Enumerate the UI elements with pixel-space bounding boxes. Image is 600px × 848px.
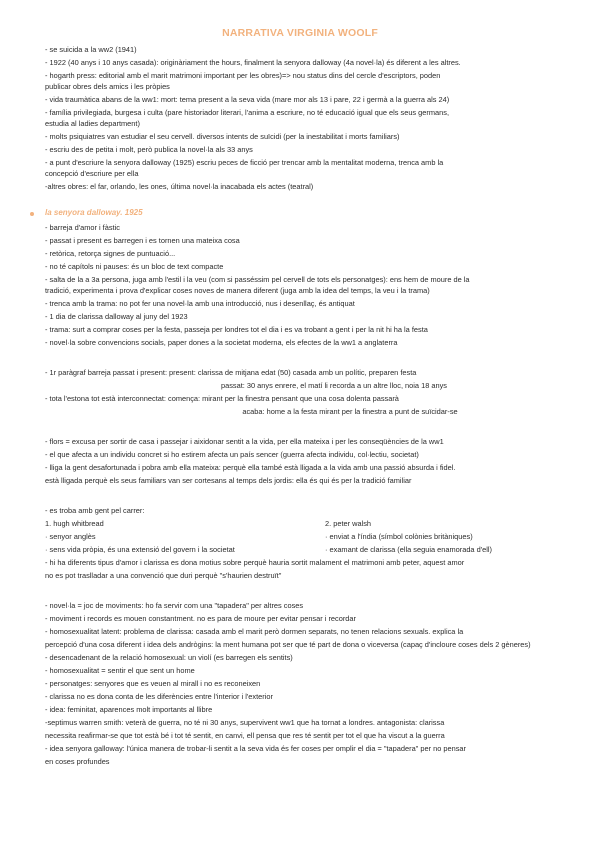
feature-line: - 1 dia de clarissa dalloway al juny del 1923: [45, 312, 188, 321]
people-right-line: · examant de clarissa (ella seguia enamorada d'ell): [325, 545, 492, 554]
bio-line: - família privilegiada, burgesa i culta (pare historiador literari, l'anima a escriure, no té educació igual que els seus germans,: [45, 108, 449, 117]
theme-line: - lliga la gent desafortunada i pobra amb ella mateixa: perquè ella també està lligada a la vida amb una passió absurda i fidel.: [45, 463, 456, 472]
theme-line: està lligada perquè els seus familiars van ser cortesans al temps dels jordis: ella és qui és per la tradició familiar: [45, 476, 412, 485]
note-line: - moviment i records es mouen constantment. no es para de moure per evitar pensar i recordar: [45, 614, 356, 623]
bio-line: - 1922 (40 anys i 10 anys casada): originàriament the hours, finalment la senyora dalloway (4a novel·la) és diferent a les altres.: [45, 58, 461, 67]
note-line: percepció d'una cosa diferent i idea dels andrògins: la ment humana pot ser que té part de dona o viceversa (capaç d'incloure coses dels 2 gèneres): [45, 640, 531, 649]
bio-line: - molts psiquiatres van estudiar el seu cervell. diversos intents de suïcidi (per la inestabilitat i morts familiars): [45, 132, 400, 141]
note-line: - idea senyora galloway: l'única manera de trobar-li sentit a la seva vida és fer coses per omplir el dia = "tapadera" per no pensar: [45, 744, 466, 753]
bio-line: estudia al ladies department): [45, 119, 140, 128]
bio-line: - vida traumàtica abans de la ww1: mort: tema present a la seva vida (mare mor als 13 i pare, 22 i germà a la guerra als 24): [45, 95, 450, 104]
note-line: - personatges: senyores que es veuen al mirall i no es reconeixen: [45, 679, 261, 688]
people-left-line: · sens vida pròpia, és una extensió del govern i la societat: [45, 545, 235, 554]
bio-line: - hogarth press: editorial amb el marit matrimoni important per les obres)=> nou status dins del cercle d'escriptors, poden: [45, 71, 441, 80]
structure-line: passat: 30 anys enrere, el matí li recorda a un altre lloc, noia 18 anys: [221, 381, 447, 390]
feature-line: - trenca amb la trama: no pot fer una novel·la amb una introducció, nus i desenllaç, és antiquat: [45, 299, 355, 308]
bio-line: - escriu des de petita i molt, però publica la novel·la als 33 anys: [45, 145, 253, 154]
bio-line: -altres obres: el far, orlando, les ones, última novel·la inacabada els actes (teatral): [45, 182, 314, 191]
feature-line: tradició, experimenta i prova d'explicar coses noves de manera diferent (juga amb la idea del temps, la veu i la trama): [45, 286, 430, 295]
bio-line: concepció d'escriure per ella: [45, 169, 139, 178]
section-bullet-icon: [30, 212, 34, 216]
feature-line: - barreja d'amor i fàstic: [45, 223, 120, 232]
bio-line: - a punt d'escriure la senyora dalloway (1925) escriu peces de ficció per trencar amb la mentalitat moderna, trenca amb la: [45, 158, 444, 167]
feature-line: - novel·la sobre convencions socials, paper dones a la societat moderna, els efectes de la ww1 a anglaterra: [45, 338, 398, 347]
structure-line: - 1r paràgraf barreja passat i present: present: clarissa de mitjana edat (50) casada amb un polític, preparen festa: [45, 368, 417, 377]
feature-line: - no té capítols ni pauses: és un bloc de text compacte: [45, 262, 224, 271]
note-line: - novel·la = joc de moviments: ho fa servir com una "tapadera" per altres coses: [45, 601, 304, 610]
note-line: - desencadenant de la relació homosexual: un violí (es barregen els sentits): [45, 653, 293, 662]
people-left-line: 1. hugh whitbread: [45, 519, 104, 528]
people-intro: - es troba amb gent pel carrer:: [45, 506, 145, 515]
note-line: - homosexualitat latent: problema de clarissa: casada amb el marit però dormen separats, no tenen relacions sexuals. explica la: [45, 627, 464, 636]
bio-line: publicar obres dels amics i les pròpies: [45, 82, 170, 91]
note-line: -septimus warren smith: veterà de guerra, no té ni 30 anys, supervivent ww1 que ha tornat a londres. antagonista: clarissa: [45, 718, 445, 727]
note-line: - clarissa no es dona conta de les diferències entre l'interior i l'exterior: [45, 692, 273, 701]
people-after-line: no es pot traslladar a una convenció que duri perquè "s'haurien destruït": [45, 571, 282, 580]
feature-line: - salta de la a 3a persona, juga amb l'estil i la veu (com si passéssim pel cervell de tots els personatges): ens hem de moure de la: [45, 275, 470, 284]
theme-line: - flors = excusa per sortir de casa i passejar i aixidonar sentit a la vida, per ella mateixa i per les conseqüències de la ww1: [45, 437, 444, 446]
theme-line: - el que afecta a un individu concret si ho estirem afecta un país sencer (guerra afecta individu, col·lectiu, societat): [45, 450, 419, 459]
people-left-line: · senyor anglès: [45, 532, 96, 541]
page-title: NARRATIVA VIRGINIA WOOLF: [222, 27, 378, 39]
section-heading: la senyora dalloway. 1925: [45, 208, 143, 217]
note-line: en coses profundes: [45, 757, 110, 766]
people-right-line: · enviat a l'índia (símbol colònies britàniques): [325, 532, 473, 541]
note-line: necessita reafirmar-se que tot està bé i tot té sentit, en canvi, ell pensa que res té sentit per tot el que ha viscut a la guerra: [45, 731, 445, 740]
people-after-line: - hi ha diferents tipus d'amor i clarissa es dona motius sobre perquè hauria sortit malament el matrimoni amb peter, aquest amor: [45, 558, 465, 567]
bio-line: - se suicida a la ww2 (1941): [45, 45, 137, 54]
feature-line: - passat i present es barregen i es tornen una mateixa cosa: [45, 236, 240, 245]
people-right-line: 2. peter walsh: [325, 519, 372, 528]
structure-line: acaba: home a la festa mirant per la finestra a punt de suïcidar-se: [242, 407, 458, 416]
structure-line: - tota l'estona tot està interconnectat: comença: mirant per la finestra pensant que una cosa dolenta passarà: [45, 394, 399, 403]
note-line: - homosexualitat = sentir el que sent un home: [45, 666, 195, 675]
note-line: - idea: feminitat, aparences molt importants al llibre: [45, 705, 213, 714]
feature-line: - trama: surt a comprar coses per la festa, passeja per londres tot el dia i es va trobant a gent i per la nit hi ha la festa: [45, 325, 428, 334]
feature-line: - retòrica, retorça signes de puntuació...: [45, 249, 176, 258]
